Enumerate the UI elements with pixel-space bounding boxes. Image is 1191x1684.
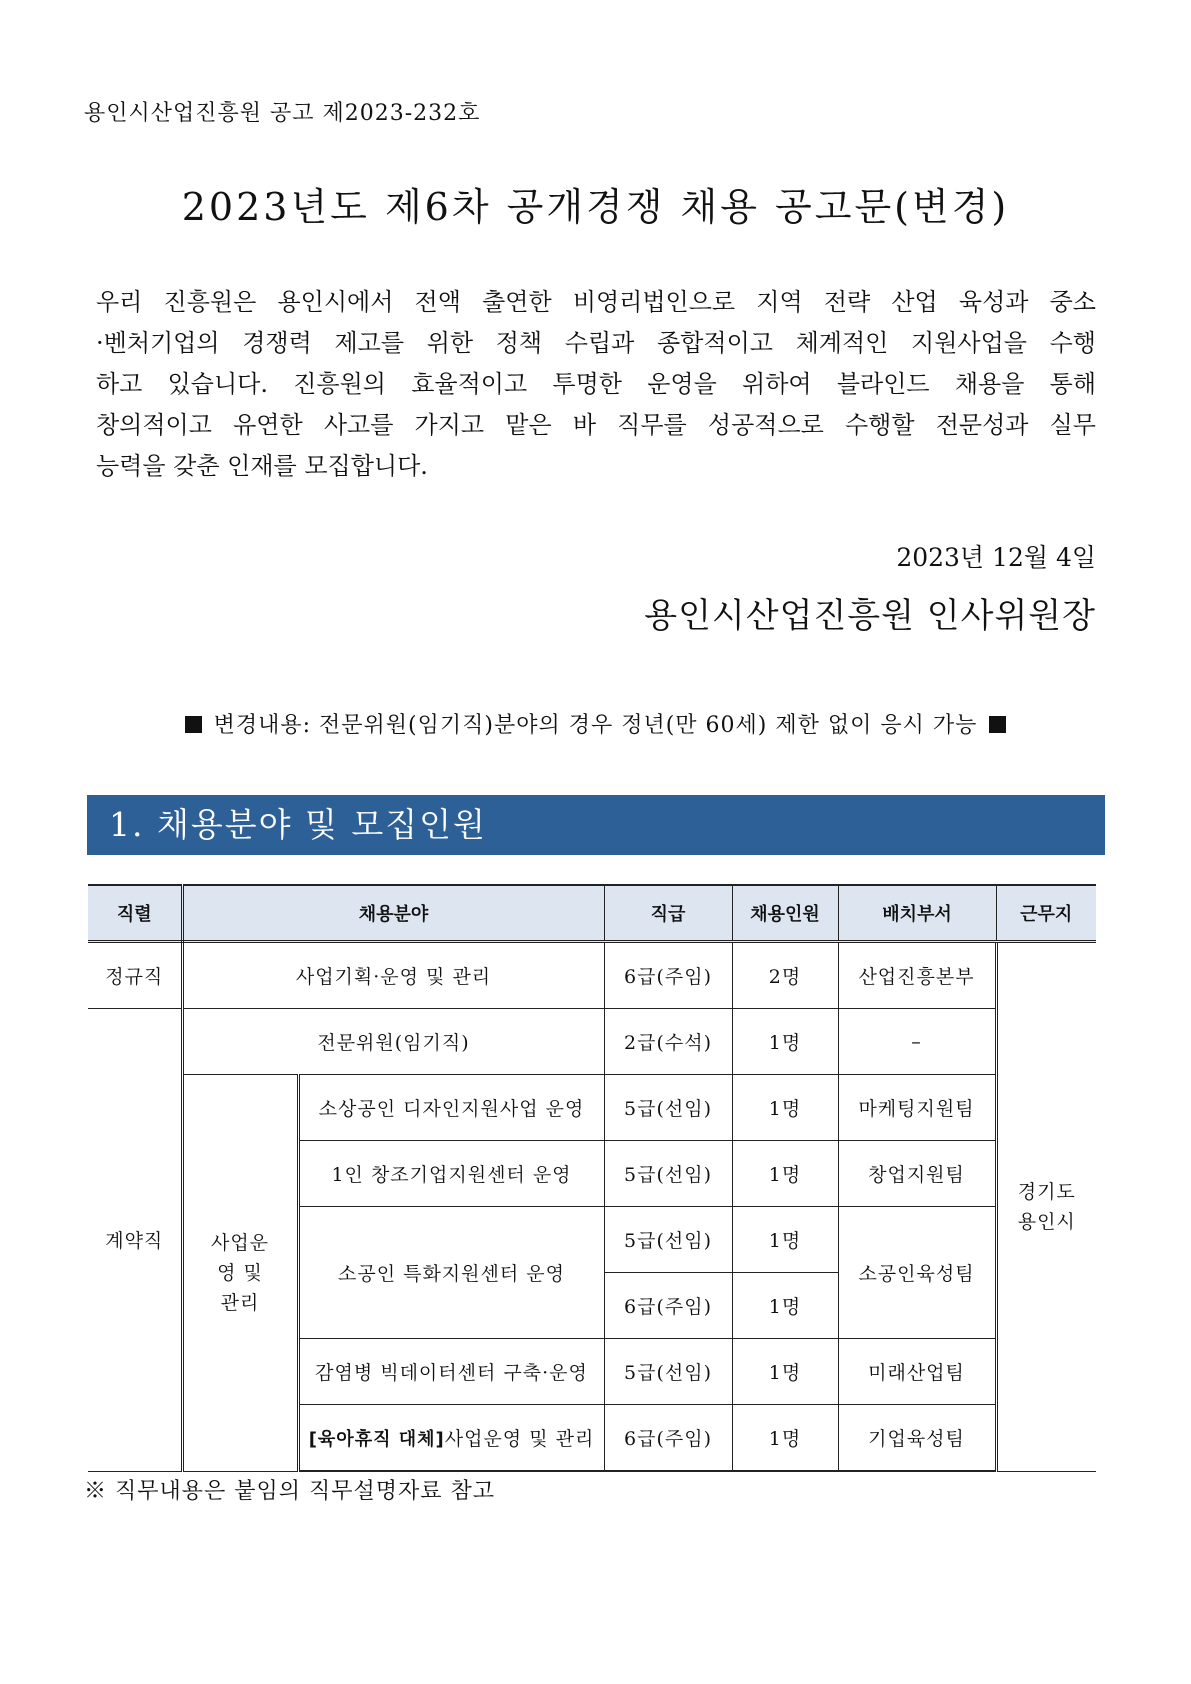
field-prefix: [육아휴직 대체] (308, 1429, 445, 1450)
table-row (88, 1009, 1096, 1075)
field-cell: 1인 창조기업지원센터 운영 (298, 1141, 604, 1207)
dept-cell: 기업육성팀 (838, 1405, 996, 1472)
field-cell (298, 1405, 604, 1472)
document-title: 2023년도 제6차 공개경쟁 채용 공고문(변경) (181, 185, 1010, 229)
grade-cell: 5급(선임) (604, 1075, 732, 1141)
intro-line: 우리 진흥원은 용인시에서 전액 출연한 비영리법인으로 지역 전략 산업 육성과 중소 (96, 288, 1096, 316)
grade-cell: 5급(선임) (604, 1141, 732, 1207)
field-cell: 전문위원(임기직) (182, 1009, 604, 1075)
count-cell: 1명 (732, 1141, 838, 1207)
footnote: ※ 직무내용은 붙임의 직무설명자료 참고 (84, 1479, 496, 1504)
change-notice-text: 변경내용: 전문위원(임기직)분야의 경우 정년(만 60세) 제한 없이 응시 가능 (213, 713, 978, 738)
issuer: 용인시산업진흥원 인사위원장 (644, 596, 1096, 636)
category-cell: 계약직 (88, 1009, 182, 1472)
field-cell: 감염병 빅데이터센터 구축·운영 (298, 1339, 604, 1405)
dept-cell: – (838, 1009, 996, 1075)
dept-cell: 소공인육성팀 (838, 1207, 996, 1339)
dept-cell: 산업진흥본부 (838, 942, 996, 1009)
field-cell: 소상공인 디자인지원사업 운영 (298, 1075, 604, 1141)
recruitment-table (88, 884, 1096, 1472)
header-cell: 직급 (604, 885, 732, 942)
header-cell: 배치부서 (838, 885, 996, 942)
field-cell: 사업기획·운영 및 관리 (182, 942, 604, 1009)
count-cell: 1명 (732, 1339, 838, 1405)
grade-cell: 6급(주임) (604, 942, 732, 1009)
change-notice (0, 708, 1191, 739)
count-cell: 1명 (732, 1075, 838, 1141)
black-square-icon (989, 716, 1006, 733)
intro-line: 능력을 갖춘 인재를 모집합니다. (96, 452, 428, 480)
category-cell: 정규직 (88, 942, 182, 1009)
intro-line: 창의적이고 유연한 사고를 가지고 맡은 바 직무를 성공적으로 수행할 전문성과 실무 (96, 411, 1096, 439)
black-square-icon (185, 716, 202, 733)
notice-number: 용인시산업진흥원 공고 제2023-232호 (84, 101, 481, 126)
header-cell: 채용인원 (732, 885, 838, 942)
location-cell: 경기도 용인시 (996, 942, 1096, 1472)
table-row (88, 1075, 1096, 1141)
dept-cell: 미래산업팀 (838, 1339, 996, 1405)
grade-cell: 6급(주임) (604, 1405, 732, 1472)
dept-cell: 마케팅지원팀 (838, 1075, 996, 1141)
notice-date: 2023년 12월 4일 (896, 543, 1096, 572)
grade-cell: 5급(선임) (604, 1207, 732, 1273)
header-cell: 근무지 (996, 885, 1096, 942)
intro-line: ·벤처기업의 경쟁력 제고를 위한 정책 수립과 종합적이고 체계적인 지원사업을 수행 (96, 329, 1096, 357)
intro-line: 하고 있습니다. 진흥원의 효율적이고 투명한 운영을 위하여 블라인드 채용을 통해 (96, 370, 1096, 398)
header-cell: 채용분야 (182, 885, 604, 942)
count-cell: 1명 (732, 1405, 838, 1472)
intro-paragraph (96, 282, 1096, 487)
grade-cell: 2급(수석) (604, 1009, 732, 1075)
dept-cell: 창업지원팀 (838, 1141, 996, 1207)
count-cell: 1명 (732, 1009, 838, 1075)
count-cell: 1명 (732, 1273, 838, 1339)
grade-cell: 6급(주임) (604, 1273, 732, 1339)
group-cell: 사업운영 및 관리 (182, 1075, 298, 1472)
field-cell: 소공인 특화지원센터 운영 (298, 1207, 604, 1339)
section-heading: 1. 채용분야 및 모집인원 (87, 795, 1105, 855)
header-cell: 직렬 (88, 885, 182, 942)
table-row (88, 942, 1096, 1009)
field-text: 사업운영 및 관리 (444, 1428, 595, 1450)
table-header-row (88, 885, 1096, 942)
grade-cell: 5급(선임) (604, 1339, 732, 1405)
count-cell: 2명 (732, 942, 838, 1009)
count-cell: 1명 (732, 1207, 838, 1273)
